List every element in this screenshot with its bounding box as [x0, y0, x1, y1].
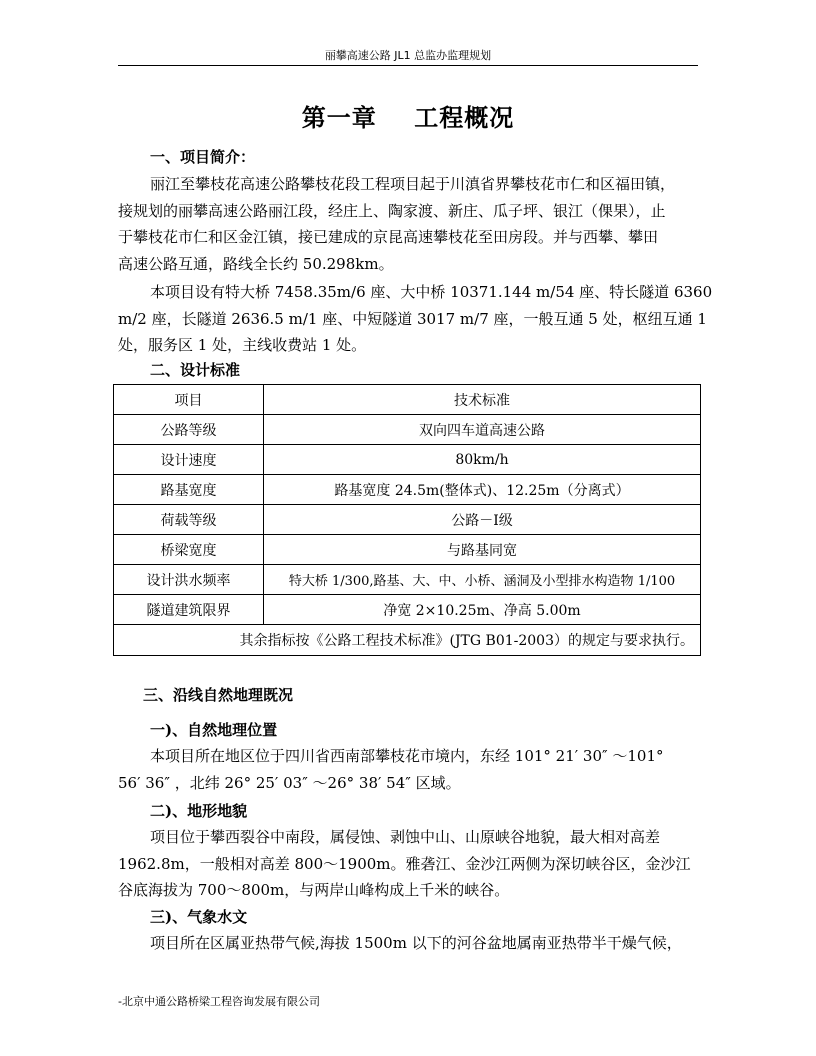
table-row — [114, 475, 701, 505]
table-cell: 桥梁宽度 — [114, 535, 264, 565]
table-cell: 公路等级 — [114, 415, 264, 445]
table-header-cell: 项目 — [114, 385, 264, 415]
page-footer: -北京中通公路桥梁工程咨询发展有限公司 — [118, 995, 320, 1008]
text-line: 项目位于攀西裂谷中南段，属侵蚀、剥蚀中山、山原峡谷地貌，最大相对高差 — [150, 828, 661, 846]
subsection-1-paragraph — [118, 743, 704, 796]
table-row — [114, 505, 701, 535]
section-1-paragraph-2 — [118, 279, 713, 359]
table-cell: 路基宽度 — [114, 475, 264, 505]
text-line: 处，服务区 1 处，主线收费站 1 处。 — [118, 336, 367, 354]
table-cell: 设计速度 — [114, 445, 264, 475]
text-line: 1962.8m，一般相对高差 800～1900m。雅砻江、金沙江两侧为深切峡谷区，金沙江 — [118, 854, 691, 873]
header-rule — [118, 65, 698, 66]
table-cell: 双向四车道高速公路 — [264, 415, 701, 445]
subsection-3-heading: 三)、气象水文 — [150, 908, 248, 926]
text-line: 本项目所在地区位于四川省西南部攀枝花市境内，东经 101° 21′ 30″ ～101° — [150, 747, 664, 765]
table-note: 其余指标按《公路工程技术标准》(JTG B01-2003）的规定与要求执行。 — [114, 625, 701, 656]
table-row — [114, 565, 701, 595]
subsection-1-heading: 一)、自然地理位置 — [150, 721, 278, 739]
text-line: 56′ 36″ ，北纬 26° 25′ 03″ ～26° 38′ 54″ 区域。 — [118, 773, 461, 792]
section-3-heading: 三、沿线自然地理既况 — [143, 686, 294, 704]
table-header-cell: 技术标准 — [264, 385, 701, 415]
table-cell: 路基宽度 24.5m(整体式)、12.25m（分离式） — [264, 475, 701, 505]
text-line: 于攀枝花市仁和区金江镇，接已建成的京昆高速攀枝花至田房段。并与西攀、攀田 — [118, 228, 659, 246]
text-line: 丽江至攀枝花高速公路攀枝花段工程项目起于川滇省界攀枝花市仁和区福田镇， — [150, 175, 676, 193]
design-standards-table — [113, 384, 701, 656]
text-line: 接规划的丽攀高速公路丽江段，经庄上、陶家渡、新庄、瓜子坪、银江（倮果），止 — [118, 201, 666, 220]
table-cell: 特大桥 1/300,路基、大、中、小桥、涵洞及小型排水构造物 1/100 — [264, 565, 701, 595]
text-line: 本项目设有特大桥 7458.35m/6 座、大中桥 10371.144 m/54 座、特长隧道 6360 — [150, 283, 713, 301]
table-row — [114, 445, 701, 475]
table-row — [114, 595, 701, 625]
text-line: 谷底海拔为 700～800m，与两岸山峰构成上千米的峡谷。 — [118, 881, 510, 899]
text-line: 高速公路互通，路线全长约 50.298km。 — [118, 254, 394, 273]
table-header-row — [114, 385, 701, 415]
text-line: 项目所在区属亚热带气候,海拔 1500m 以下的河谷盆地属南亚热带半干燥气候， — [150, 934, 682, 952]
text-line: m/2 座，长隧道 2636.5 m/1 座、中短隧道 3017 m/7 座，一般互通 5 处，枢纽互通 1 — [118, 309, 707, 328]
table-note-row — [114, 625, 701, 656]
subsection-2-paragraph — [118, 824, 704, 904]
table-cell: 80km/h — [264, 445, 701, 475]
table-cell: 隧道建筑限界 — [114, 595, 264, 625]
subsection-3-paragraph — [118, 930, 704, 957]
section-1-heading: 一、项目简介： — [150, 148, 256, 166]
chapter-title: 第一章 工程概况 — [301, 103, 515, 132]
table-cell: 与路基同宽 — [264, 535, 701, 565]
section-2-heading: 二、设计标准 — [150, 361, 241, 379]
header-title: 丽攀高速公路 JL1 总监办监理规划 — [324, 49, 492, 62]
section-1-paragraph-1 — [118, 171, 704, 277]
subsection-2-heading: 二)、地形地貌 — [150, 802, 248, 820]
table-cell: 荷载等级 — [114, 505, 264, 535]
table-cell: 净宽 2×10.25m、净高 5.00m — [264, 595, 701, 625]
table-row — [114, 535, 701, 565]
table-cell: 公路－Ⅰ级 — [264, 505, 701, 535]
table-cell: 设计洪水频率 — [114, 565, 264, 595]
table-row — [114, 415, 701, 445]
